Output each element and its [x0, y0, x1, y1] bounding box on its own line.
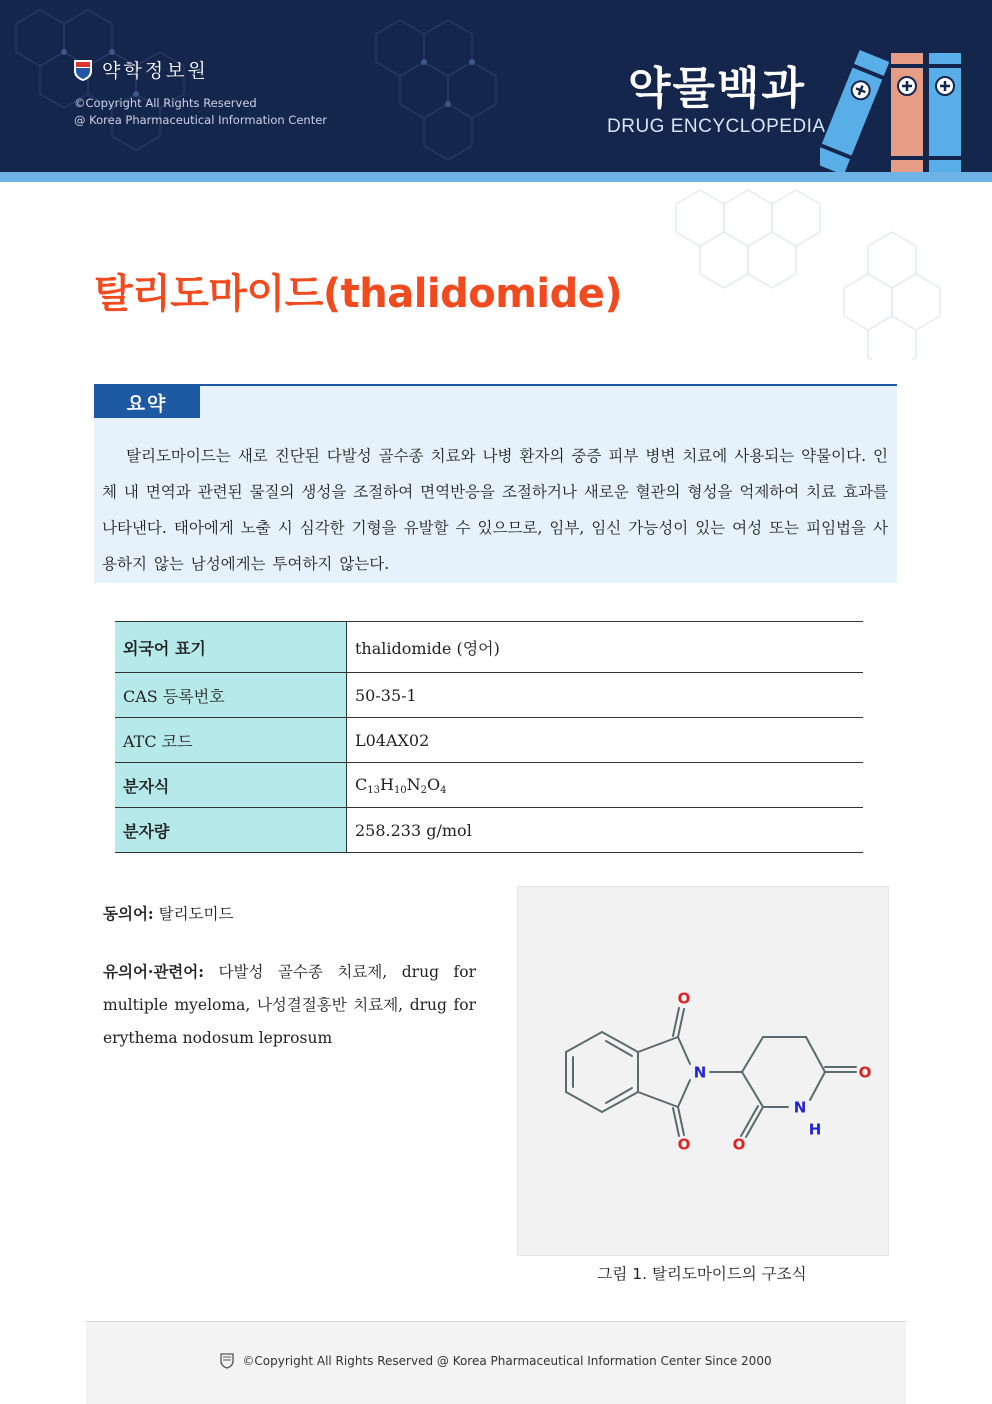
benzene-inner-bond — [606, 1088, 632, 1103]
related-terms — [103, 955, 476, 1055]
summary-text: 탈리도마이드는 새로 진단된 다발성 골수종 치료와 나병 환자의 중증 피부 병변 치료에 사용되는 약물이다. 인체 내 면역과 관련된 물질의 생성을 조절하여 면역반응을 조절하거나 새로운 혈관의 형성을 억제하여 치료 효과를 나타낸다. 태아에게 노출 시 심각한 기형을 유발할 수 있으므로, 임부, 임신 가능성이 있는 여성 또는 피임법을 사용하지 않는 남성에게는 투여하지 않는다. — [102, 447, 888, 573]
formula-element-o: O — [427, 774, 441, 794]
cas-label: CAS 등록번호 — [115, 673, 347, 718]
ring-bond — [742, 1037, 763, 1072]
oxygen-atom-label: O — [732, 1135, 746, 1154]
table-row — [115, 808, 863, 853]
table-row — [115, 622, 863, 673]
structure-figure — [517, 886, 889, 1256]
atc-value: L04AX02 — [347, 718, 864, 763]
formula-element-c: C — [355, 774, 368, 794]
hexagon-pattern-decoration — [640, 180, 992, 360]
benzene-inner-bond — [606, 1041, 632, 1056]
summary-tab: 요약 — [94, 386, 200, 418]
figure-caption: 그림 1. 탈리도마이드의 구조식 — [597, 1265, 807, 1283]
encyclopedia-subtitle: DRUG ENCYCLOPEDIA — [607, 116, 826, 137]
formula-count-h: 10 — [393, 784, 407, 796]
atc-label: ATC 코드 — [115, 718, 347, 763]
copyright-line: ©Copyright All Rights Reserved — [74, 96, 257, 110]
encyclopedia-title: 약물백과 — [628, 63, 807, 114]
page-title: 탈리도마이드(thalidomide) — [94, 271, 623, 317]
shield-emblem-icon — [220, 1353, 234, 1369]
formula-count-n: 2 — [420, 784, 428, 796]
foreign-name-label: 외국어 표기 — [115, 622, 347, 673]
copyright-org-line: @ Korea Pharmaceutical Information Center — [74, 113, 327, 127]
imide-bond — [678, 1037, 690, 1064]
ring-bond — [810, 1072, 825, 1100]
oxygen-atom-label: O — [677, 1135, 691, 1154]
benzene-bond — [566, 1092, 602, 1112]
benzene-bond — [566, 1032, 602, 1052]
footer-row — [86, 1353, 906, 1369]
summary-box — [94, 384, 897, 583]
foreign-name-value: thalidomide (영어) — [347, 622, 864, 673]
drug-info-table — [115, 621, 863, 853]
formula-value — [347, 763, 864, 808]
formula-count-o: 4 — [440, 784, 447, 796]
cas-value: 50-35-1 — [347, 673, 864, 718]
ring-bond — [806, 1037, 825, 1072]
table-row — [115, 763, 863, 808]
table-row — [115, 718, 863, 763]
thalidomide-structure-diagram — [518, 887, 888, 1255]
nitrogen-atom-label: N — [693, 1063, 707, 1082]
footer — [86, 1321, 906, 1404]
molecular-weight-value: 258.233 g/mol — [347, 808, 864, 853]
synonyms — [103, 902, 233, 924]
header-banner — [0, 0, 992, 172]
org-name: 약학정보원 — [102, 60, 209, 82]
synonyms-label: 동의어: — [103, 904, 154, 923]
imide-bond — [638, 1092, 678, 1107]
formula-label: 분자식 — [115, 763, 347, 808]
org-logo — [72, 56, 209, 83]
related-terms-value: 다발성 골수종 치료제, drug for multiple myeloma, 나성결절홍반 치료제, drug for erythema nodosum leprosum — [103, 963, 476, 1047]
synonyms-value: 탈리도미드 — [158, 905, 234, 923]
imide-bond — [678, 1080, 690, 1107]
formula-element-n: N — [406, 774, 421, 794]
related-terms-label: 유의어·관련어: — [103, 962, 204, 981]
shield-emblem-icon — [72, 58, 94, 82]
books-icon — [820, 44, 970, 172]
table-row — [115, 673, 863, 718]
formula-element-h: H — [379, 774, 394, 794]
oxygen-atom-label: O — [677, 989, 691, 1008]
ring-bond — [742, 1072, 763, 1107]
hydrogen-atom-label: H — [808, 1120, 822, 1139]
imide-bond — [638, 1037, 678, 1052]
molecular-weight-label: 분자량 — [115, 808, 347, 853]
formula-count-c: 13 — [367, 784, 380, 796]
oxygen-atom-label: O — [858, 1063, 872, 1082]
footer-copyright: ©Copyright All Rights Reserved @ Korea Pharmaceutical Information Center Since 2000 — [242, 1354, 772, 1368]
nitrogen-atom-label: N — [793, 1098, 807, 1117]
